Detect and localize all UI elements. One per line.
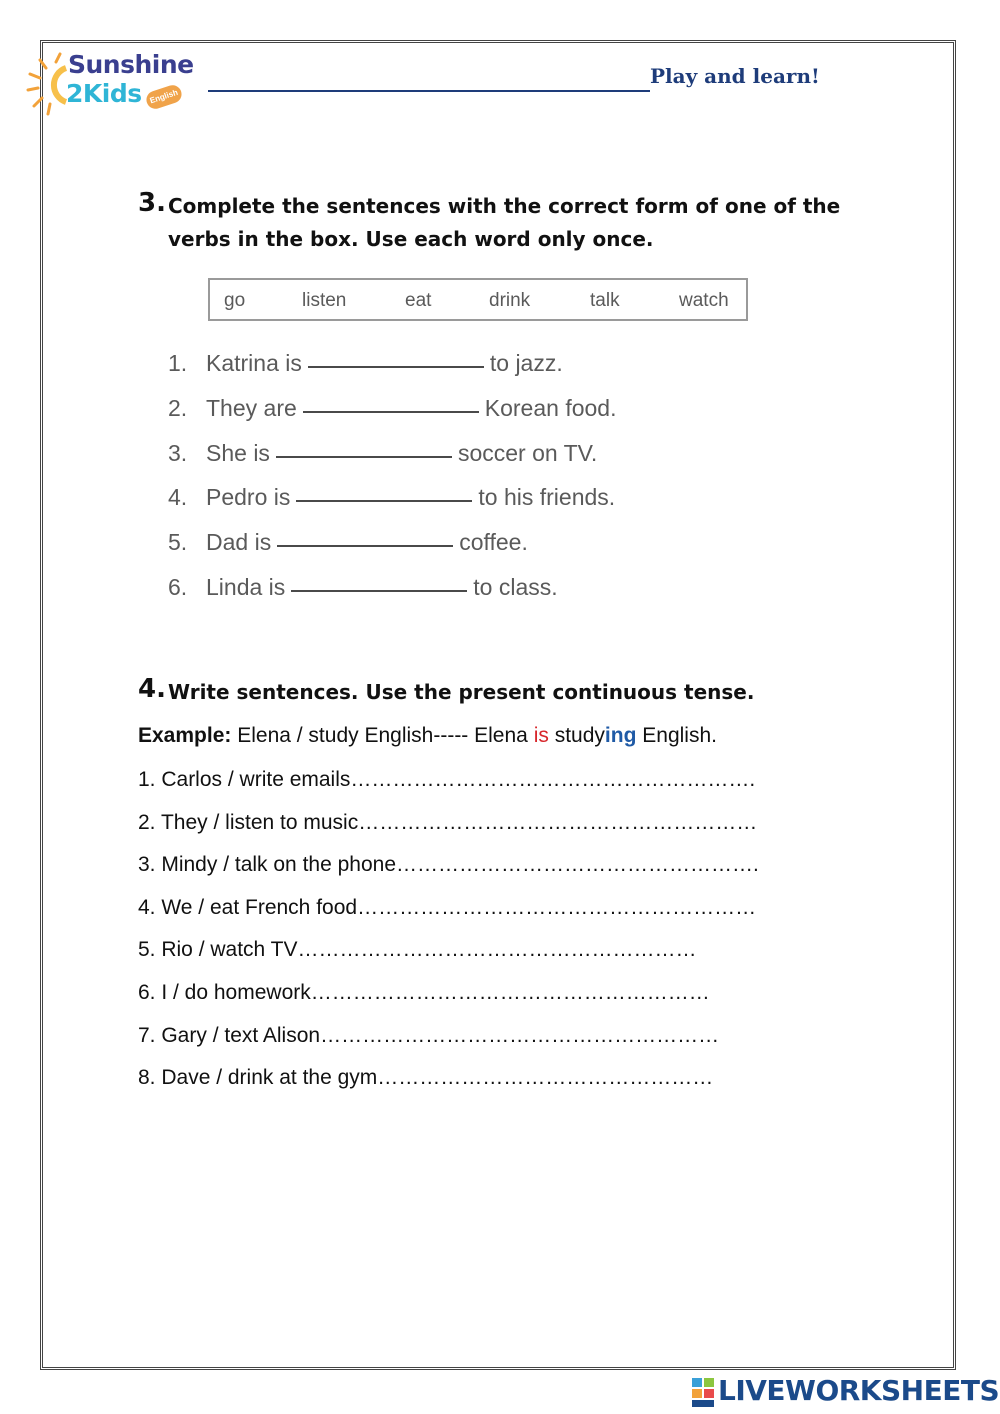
- section4-instruction: Write sentences. Use the present continuous tense.: [168, 680, 755, 704]
- live-icon: [692, 1378, 716, 1408]
- example-is: is: [533, 724, 549, 747]
- answer-blank[interactable]: [277, 544, 453, 547]
- sentence-number: 5.: [168, 529, 188, 555]
- sentence-after: to jazz.: [489, 350, 563, 376]
- sentence-before: Pedro is: [206, 484, 291, 510]
- answer-blank[interactable]: [276, 455, 452, 458]
- sentence-after: soccer on TV.: [457, 440, 598, 466]
- sentence-after: coffee.: [459, 529, 528, 555]
- exercise-item[interactable]: 1. Carlos / write emails………………………………………………….: [138, 768, 756, 791]
- sentence-before: She is: [206, 440, 270, 466]
- section3-number: 3.: [138, 188, 166, 218]
- sentence-row: [168, 484, 615, 511]
- answer-blank[interactable]: [303, 410, 479, 413]
- answer-blank[interactable]: [296, 499, 472, 502]
- example-suffix: ing: [604, 724, 637, 747]
- sentence-number: 1.: [168, 350, 188, 376]
- sentence-row: [168, 574, 558, 601]
- sentence-row: [168, 395, 616, 422]
- answer-blank[interactable]: [308, 365, 484, 368]
- word-item: drink: [489, 290, 531, 311]
- logo-line2: 2Kids: [66, 79, 142, 108]
- logo-line1: Sunshine: [68, 50, 194, 79]
- sun-icon: [26, 52, 70, 116]
- exercise-item[interactable]: 2. They / listen to music…………………………………………………: [138, 811, 758, 834]
- example-sentence: [138, 724, 717, 748]
- exercise-item[interactable]: 8. Dave / drink at the gym…………………………………………: [138, 1066, 714, 1089]
- sentence-row: [168, 529, 528, 556]
- name-line: [208, 90, 650, 92]
- sentence-before: Linda is: [206, 574, 286, 600]
- word-item: watch: [679, 290, 729, 311]
- sentence-after: to class.: [473, 574, 558, 600]
- sentence-before: Dad is: [206, 529, 272, 555]
- word-item: eat: [405, 290, 432, 311]
- exercise-item[interactable]: 5. Rio / watch TV…………………………………………………: [138, 938, 697, 961]
- section3-instruction-line1: Complete the sentences with the correct form of one of the: [168, 194, 841, 218]
- logo-badge: English: [144, 83, 184, 111]
- example-label: Example:: [138, 724, 232, 747]
- word-box: [208, 278, 748, 321]
- sentence-before: They are: [206, 395, 297, 421]
- example-rest: English.: [642, 724, 717, 747]
- liveworksheets-logo: [692, 1372, 1000, 1412]
- sentence-number: 6.: [168, 574, 188, 600]
- word-item: listen: [302, 290, 347, 311]
- sunshine2kids-logo: [26, 50, 196, 120]
- word-item: talk: [590, 290, 620, 311]
- sentence-after: Korean food.: [484, 395, 617, 421]
- sentence-number: 3.: [168, 440, 188, 466]
- word-item: go: [224, 290, 246, 311]
- section3-instruction-line2: verbs in the box. Use each word only once.: [168, 227, 654, 251]
- sentence-row: [168, 440, 597, 467]
- exercise-item[interactable]: 7. Gary / text Alison…………………………………………………: [138, 1024, 720, 1047]
- example-stem: study: [554, 724, 605, 747]
- section4-number: 4.: [138, 674, 166, 704]
- sentence-row: [168, 350, 563, 377]
- exercise-item[interactable]: 4. We / eat French food…………………………………………………: [138, 896, 757, 919]
- exercise-item[interactable]: 6. I / do homework…………………………………………………: [138, 981, 710, 1004]
- sentence-number: 4.: [168, 484, 188, 510]
- sentence-after: to his friends.: [478, 484, 616, 510]
- sentence-number: 2.: [168, 395, 188, 421]
- sentence-before: Katrina is: [206, 350, 302, 376]
- answer-blank[interactable]: [291, 589, 467, 592]
- exercise-item[interactable]: 3. Mindy / talk on the phone…………………………………………….: [138, 853, 759, 876]
- liveworksheets-brand: LIVEWORKSHEETS: [718, 1374, 1000, 1407]
- tagline: Play and learn!: [650, 64, 820, 88]
- example-prompt: Elena / study English----- Elena: [237, 724, 528, 747]
